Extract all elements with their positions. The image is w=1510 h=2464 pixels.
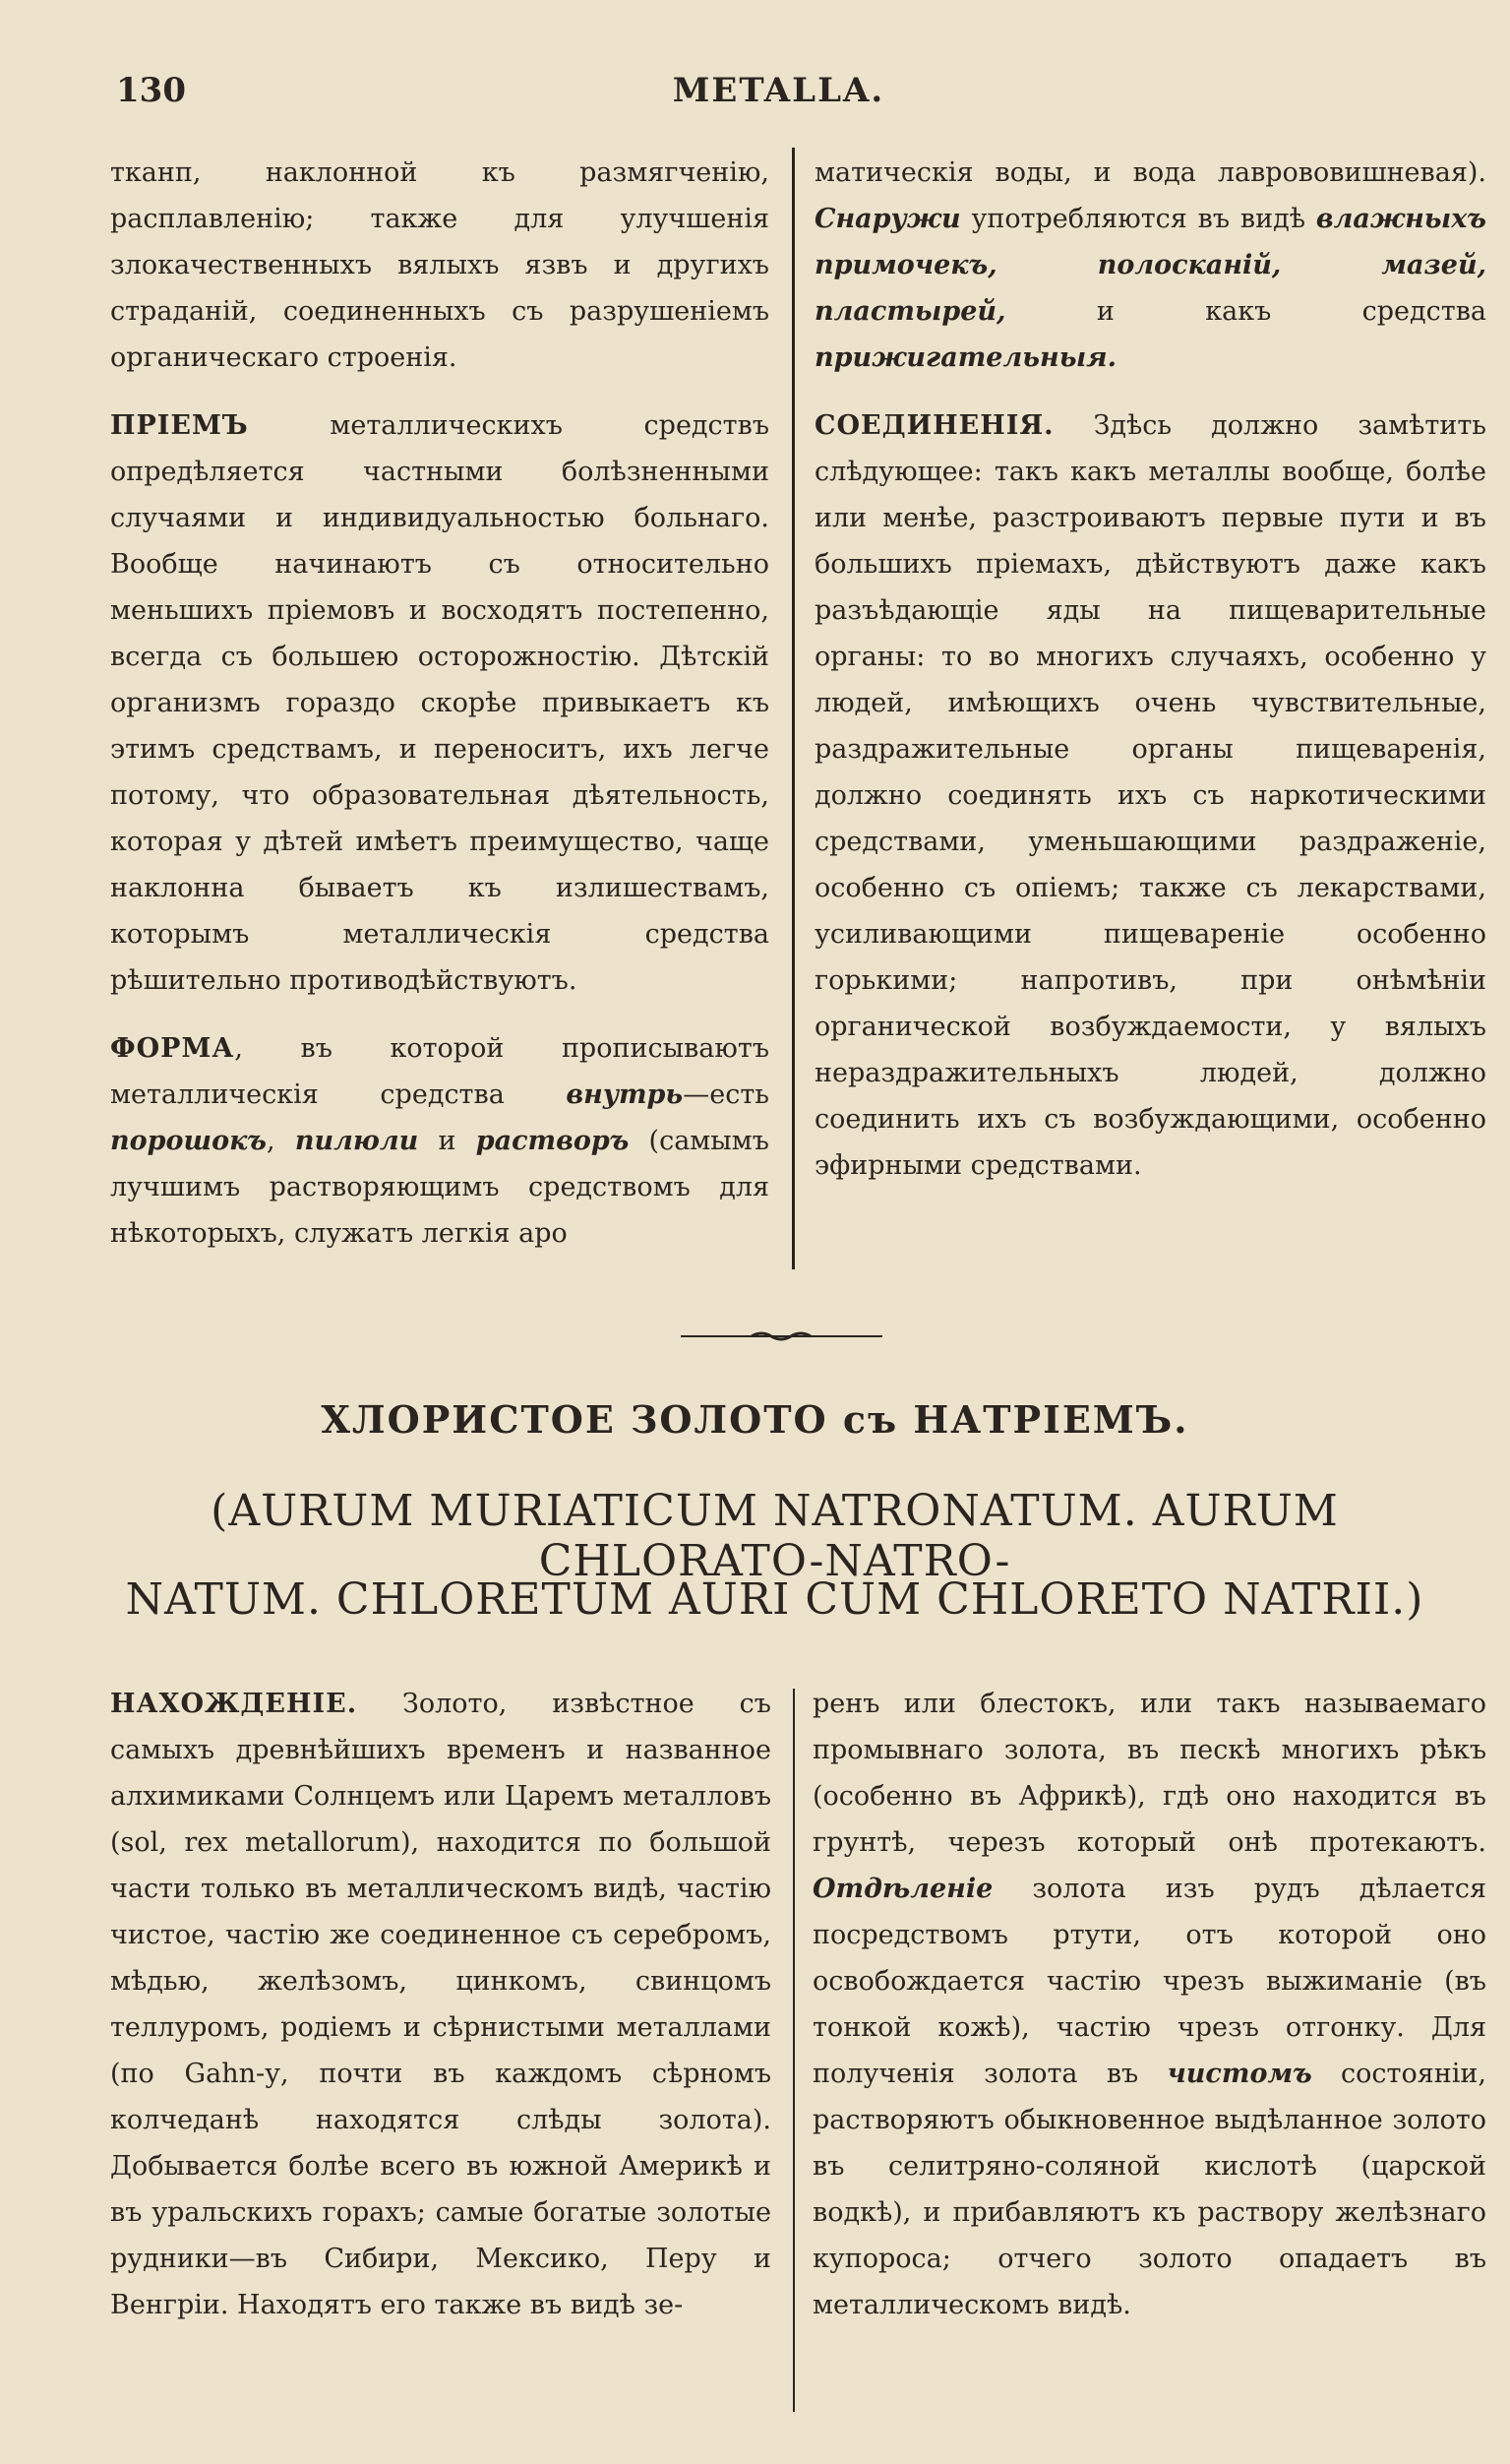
form-text-c: , — [267, 1126, 295, 1156]
running-head — [116, 71, 1441, 120]
extraction-term-separation: Отдѣленіе — [813, 1874, 994, 1904]
external-text-c: и какъ средства — [1005, 296, 1486, 327]
bottom-right-column — [813, 1681, 1486, 2350]
extraction-text-a: ренъ или блестокъ, или такъ называемаго промывнаго золота, въ пескѣ многихъ рѣкъ (особенно въ Африкѣ), гдѣ оно находится въ грунтѣ, черезъ который онѣ протекаютъ. — [813, 1689, 1486, 1858]
form-term-solution: растворъ — [475, 1126, 630, 1156]
latin-synonyms-line-1: (AURUM MURIATICUM NATRONATUM. AURUM CHLORATO-NATRO- — [211, 1486, 1339, 1586]
form-text-a: , въ которой прописываютъ металлическія средства — [110, 1033, 769, 1110]
latin-synonyms-line-2: NATUM. CHLORETUM AURI CUM CHLORETO NATRII.) — [125, 1574, 1424, 1625]
dosage-heading: ПРІЕМЪ — [110, 410, 249, 441]
form-term-powder: порошокъ — [110, 1126, 268, 1156]
extraction-text-c: состояніи, растворяютъ обыкновенное выдѣланное золото въ селитряно-соляной кислотѣ (царской водкѣ), и прибавляютъ къ раствору желѣзнаго купороса; отчего золото опадаетъ въ металлическомъ видѣ. — [813, 2059, 1486, 2320]
paragraph-extraction — [813, 1681, 1486, 2328]
column-divider-top — [792, 148, 795, 1269]
paragraph-indications: тканп, наклонной къ размягченію, расплавленію; также для улучшенія злокачественныхъ вялыхъ язвъ и другихъ страданій, соединенныхъ съ разрушеніемъ органическаго строенія. — [110, 157, 769, 373]
occurrence-text: Золото, извѣстное съ самыхъ древнѣйшихъ временъ и названное алхимиками Солнцемъ или Царемъ металловъ (sol, rex metallorum), находится по большой части только въ металлическомъ видѣ, частію чистое, частію же соединенное съ серебромъ, мѣдью, желѣзомъ, цинкомъ, свинцомъ теллуромъ, родіемъ и сѣрнистыми металлами (по Gahn-у, почти въ каждомъ сѣрномъ колчеданѣ находятся слѣды золота). Добывается болѣе всего въ южной Америкѣ и въ уральскихъ горахъ; самые богатые золотые рудники—въ Сибири, Мексико, Перу и Венгріи. Находятъ его также въ видѣ зе- — [110, 1689, 771, 2320]
page-number: 130 — [116, 71, 186, 110]
paragraph-occurrence — [110, 1681, 771, 2328]
external-text-b: употребляются въ видѣ — [960, 204, 1316, 234]
combinations-text: Здѣсь должно замѣтить слѣдующее: такъ какъ металлы вообще, болѣе или менѣе, разстроиваютъ первые пути и въ большихъ пріемахъ, дѣйствуютъ даже какъ разъѣдающіе яды на пищеварительные органы: то во многихъ случаяхъ, особенно у людей, имѣющихъ очень чувствительные, раздражительные органы пищеваренія, должно соединять ихъ съ наркотическими средствами, уменьшающими раздраженіе, особенно съ опіемъ; также съ лекарствами, усиливающими пищевареніе особенно горькими; напротивъ, при онѣмѣніи органической возбуждаемости, у вялыхъ нераздражительныхъ людей, должно соединить ихъ съ возбуждающими, особенно эфирными средствами. — [815, 410, 1486, 1181]
extraction-text-b: золота изъ рудъ дѣлается посредствомъ ртути, отъ которой оно освобождается частію чрезъ выжиманіе (въ тонкой кожѣ), частію чрезъ отгонку. Для полученія золота въ — [813, 1874, 1486, 2089]
section-title: ХЛОРИСТОЕ ЗОЛОТО съ НАТРІЕМЪ. — [321, 1397, 1189, 1442]
paragraph-dosage — [110, 402, 769, 1004]
running-title: METALLA. — [672, 71, 885, 110]
paragraph-form — [110, 1025, 769, 1257]
external-term-caustic: прижигательныя. — [815, 342, 1117, 373]
form-text-b: —есть — [683, 1079, 769, 1110]
extraction-term-pure: чистомъ — [1167, 2059, 1312, 2089]
form-term-internal: внутрь — [566, 1079, 684, 1110]
dosage-text: металлическихъ средствъ опредѣляется частными болѣзненными случаями и индивидуальностью больнаго. Вообще начинаютъ съ относительно меньшихъ пріемовъ и восходятъ постепенно, всегда съ большею осторожностію. Дѣтскій организмъ гораздо скорѣе привыкаетъ къ этимъ средствамъ, и переноситъ, ихъ легче потому, что образовательная дѣятельность, которая у дѣтей имѣетъ преимущество, чаще наклонна бываетъ къ излишествамъ, которымъ металлическія средства рѣшительно противодѣйствуютъ. — [110, 410, 769, 996]
top-left-column — [110, 150, 769, 1278]
form-term-pills: пилюли — [294, 1126, 419, 1156]
paragraph-combinations — [815, 402, 1486, 1189]
column-divider-bottom — [793, 1689, 795, 2412]
occurrence-heading: НАХОЖДЕНІЕ. — [110, 1689, 358, 1719]
form-heading: ФОРМА — [110, 1033, 235, 1064]
top-right-column — [815, 150, 1486, 1210]
combinations-heading: СОЕДИНЕНІЯ. — [815, 410, 1055, 441]
external-text-a: матическія воды, и вода лаврововишневая). — [815, 157, 1486, 188]
form-text-d: и — [418, 1126, 476, 1156]
external-term-forms: влажныхъ примочекъ, полосканій, мазей, пластырей, — [815, 204, 1486, 327]
bottom-left-column — [110, 1681, 771, 2350]
external-term-outside: Снаружи — [815, 204, 961, 234]
ornamental-separator — [681, 1329, 882, 1343]
paragraph-external-use — [815, 150, 1486, 381]
form-text-e: (самымъ лучшимъ растворяющимъ средствомъ для нѣкоторыхъ, служатъ легкія аро — [110, 1126, 769, 1249]
